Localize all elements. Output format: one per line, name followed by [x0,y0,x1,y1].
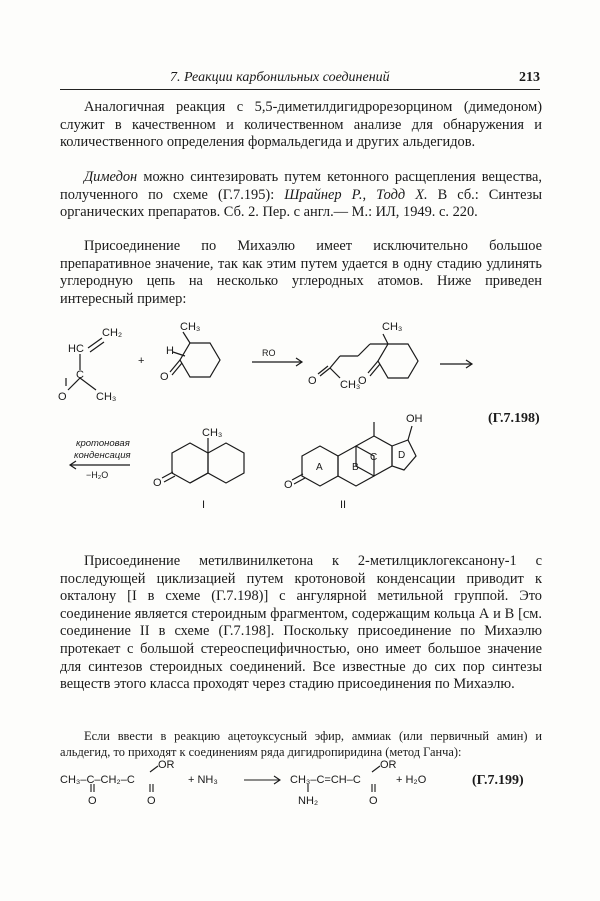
paragraph-michael-addition: Присоединение по Михаэлю имеет исключительно большое препаративное значение, так как этим путем удается в одну стадию удлинять углеродную цепь на несколько углеродных атомов. Ниже приведен интересный пример: [60,238,542,307]
page-header [60,70,540,90]
byproduct-water: + H₂O [396,774,427,786]
reaction-scheme-198 [40,318,560,528]
plus-sign: + [138,355,145,367]
label-o1: O [58,391,67,403]
paragraph-hantzsch: Если ввести в реакцию ацетоуксусный эфир, аммиак (или первичный амин) и альдегид, то приходят к соединениям ряда дигидропиридина (метод Ганча): [60,729,542,759]
paragraph-dimedone-synthesis: Димедон можно синтезировать путем кетонного расщепления вещества, полученного по схеме (Г.7.195): Шрайнер Р., Тодд X. В сб.: Синтезы органических препаратов. Сб. 2. Пер. с англ.— М.: ИЛ, 1949. с. 220. [60,169,542,221]
label-ch3-5: CH₃ [202,427,223,439]
label-ch3-1: CH₃ [96,391,117,403]
label-c: C [76,369,84,381]
label-ch3-3: CH₃ [382,321,403,333]
label-or-1: OR [158,759,175,771]
ring-d: D [398,450,406,461]
reagent-nh3: + NH₃ [188,774,218,786]
page-number: 213 [519,70,540,85]
label-roman-2: II [340,499,347,511]
label-oh: OH [406,413,423,425]
reactant-acetoacetate: CH₃–C–CH₂–C [60,774,135,786]
equation-ref-199: (Г.7.199) [472,773,524,788]
label-o6: O [284,479,293,491]
reaction-scheme-199 [40,758,560,818]
label-o5: O [153,477,162,489]
label-kroton: кротоновая [76,438,130,449]
label-hc: HC [68,343,84,355]
header-rule [60,89,540,90]
label-ch3-2: CH₃ [180,321,201,333]
label-o-b: O [147,795,156,807]
label-o4: O [358,375,367,387]
product-enamine: CH₃–C=CH–C [290,774,361,786]
label-ch3-4: CH₃ [340,379,361,391]
authors: Шрайнер Р., Тодд X. [284,186,428,203]
paragraph-dimedone-analysis: Аналогичная реакция с 5,5-диметилдигидрорезорцином (димедоном) служит в качественном и количественном анализе для обнаружения и количественного определения формальдегида и других альдегидов. [60,99,542,151]
ring-b: B [352,462,359,473]
term-dimedone: Димедон [84,169,138,185]
label-or-2: OR [380,759,397,771]
ring-c: C [370,452,378,463]
label-o-a: O [88,795,97,807]
label-nh2: NH₂ [298,795,319,807]
label-ro: RO [262,348,276,358]
label-roman-1: I [202,499,206,511]
label-kondens: конденсация [74,450,131,461]
running-title: 7. Реакции карбонильных соединений [170,70,390,85]
ring-a: A [316,462,323,473]
label-o3: O [308,375,317,387]
equation-ref-198: (Г.7.198) [488,411,540,426]
paragraph-octalone: Присоединение метилвинилкетона к 2-метилциклогексанону-1 с последующей циклизацией путем кротоновой конденсации приводит к окталону [I в схеме (Г.7.198)] с ангулярной метильной группой. Это соединение является стероидным фрагментом, содержащим кольца А и В [см. соединение II в схеме (Г.7.198]. Поскольку присоединение по Михаэлю протекает с большой стереоспецифичностью, оно имеет большое значение для синтезов стероидных соединений. Все известные до сих пор синтезы веществ этого класса проходят через стадию присоединения по Михаэлю. [60,553,542,693]
label-ch2: CH₂ [102,327,123,339]
label-h2o: −H₂O [86,470,109,480]
label-o2: O [160,371,169,383]
label-o-c: O [369,795,378,807]
label-h: H [166,345,174,357]
